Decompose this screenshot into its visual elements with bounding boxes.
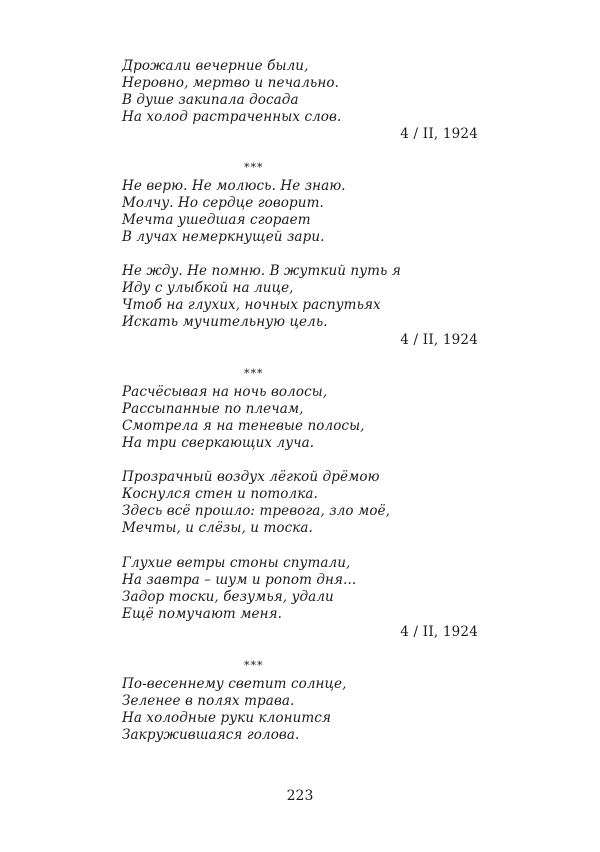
poem-line: Не жду. Не помню. В жуткий путь я bbox=[122, 263, 401, 279]
poem-line: Расчёсывая на ночь волосы, bbox=[122, 384, 328, 400]
poem-line: Коснулся стен и потолка. bbox=[122, 486, 318, 502]
poem-line: Мечты, и слёзы, и тоска. bbox=[122, 520, 313, 536]
poem-line: Мечта ушедшая сгорает bbox=[122, 212, 311, 228]
poem-line: Чтоб на глухих, ночных распутьях bbox=[122, 297, 381, 313]
section-separator: *** bbox=[244, 161, 264, 174]
poem-line: Задор тоски, безумья, удали bbox=[122, 589, 334, 605]
poem-line: Зеленее в полях трава. bbox=[122, 693, 295, 709]
poem-line: Закружившаяся голова. bbox=[122, 727, 300, 743]
section-separator: *** bbox=[244, 367, 264, 380]
poem-line: Рассыпанные по плечам, bbox=[122, 401, 304, 417]
poem-date: 4 / II, 1924 bbox=[400, 332, 478, 348]
poem-line: Не верю. Не молюсь. Не знаю. bbox=[122, 178, 346, 194]
poem-line: На холод растраченных слов. bbox=[122, 109, 342, 125]
poem-line: Ещё помучают меня. bbox=[122, 606, 283, 622]
poem-date: 4 / II, 1924 bbox=[400, 126, 478, 142]
poem-line: Неровно, мертво и печально. bbox=[122, 75, 339, 91]
poem-line: Прозрачный воздух лёгкой дрёмою bbox=[122, 469, 380, 485]
poem-line: Глухие ветры стоны спутали, bbox=[122, 555, 351, 571]
poem-line: На три сверкающих луча. bbox=[122, 435, 315, 451]
poem-line: В лучах немеркнущей зари. bbox=[122, 229, 325, 245]
page-number: 223 bbox=[286, 788, 314, 804]
poem-line: Здесь всё прошло: тревога, зло моё, bbox=[122, 503, 391, 519]
poem-line: На холодные руки клонится bbox=[122, 710, 331, 726]
poem-line: По-весеннему светит солнце, bbox=[122, 676, 347, 692]
poem-line: Молчу. Но сердце говорит. bbox=[122, 195, 324, 211]
section-separator: *** bbox=[244, 659, 264, 672]
poem-line: Дрожали вечерние были, bbox=[122, 58, 309, 74]
poem-line: Иду с улыбкой на лице, bbox=[122, 280, 294, 296]
poem-line: В душе закипала досада bbox=[122, 92, 299, 108]
poem-line: Искать мучительную цель. bbox=[122, 314, 328, 330]
poem-line: Смотрела я на теневые полосы, bbox=[122, 418, 365, 434]
poem-date: 4 / II, 1924 bbox=[400, 624, 478, 640]
poem-line: На завтра – шум и ропот дня... bbox=[122, 572, 357, 588]
